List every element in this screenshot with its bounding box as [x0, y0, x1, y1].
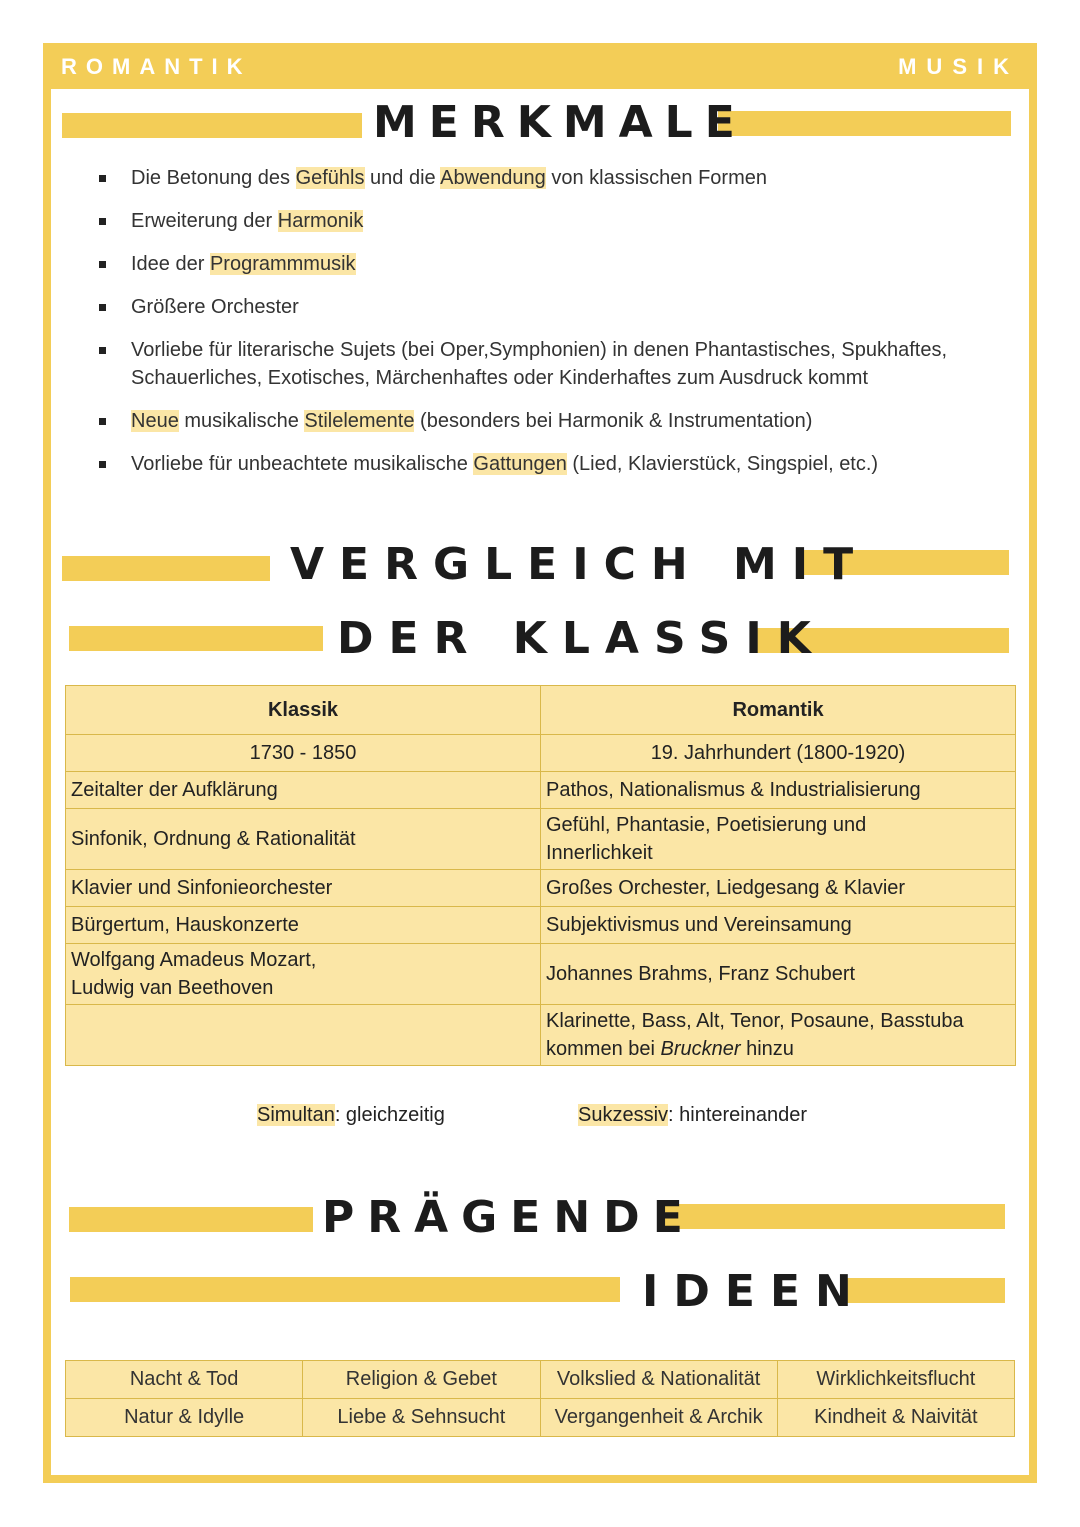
- table-cell: Pathos, Nationalismus & Industrialisierung: [541, 772, 1016, 809]
- table-cell: Vergangenheit & Archik: [540, 1399, 777, 1437]
- section-heading-merkmale: MERKMALE: [373, 97, 747, 148]
- bullet-icon: [99, 218, 106, 225]
- feature-list: [96, 164, 1026, 493]
- table-cell: Zeitalter der Aufklärung: [66, 772, 541, 809]
- bullet-icon: [99, 347, 106, 354]
- header-subject-right: MUSIK: [898, 54, 1019, 79]
- table-cell: Wolfgang Amadeus Mozart, Ludwig van Beethoven: [66, 944, 541, 1005]
- heading-bar: [62, 556, 270, 581]
- heading-bar: [662, 1204, 1005, 1229]
- table-cell: Subjektivismus und Vereinsamung: [541, 907, 1016, 944]
- column-header-klassik: Klassik: [66, 686, 541, 735]
- header-subject-left: ROMANTIK: [61, 54, 252, 79]
- table-row: [66, 870, 1016, 907]
- bullet-icon: [99, 261, 106, 268]
- table-cell: Nacht & Tod: [66, 1361, 303, 1399]
- section-heading-ideen: IDEEN: [642, 1266, 867, 1317]
- list-item: Neue musikalische Stilelemente (besonders bei Harmonik & Instrumentation): [96, 407, 1026, 435]
- table-row: [66, 944, 1016, 1005]
- comparison-table: [65, 685, 1016, 1066]
- table-cell: Wirklichkeitsflucht: [777, 1361, 1014, 1399]
- heading-bar: [845, 1278, 1005, 1303]
- table-row: [66, 772, 1016, 809]
- table-cell: 19. Jahrhundert (1800-1920): [541, 735, 1016, 772]
- section-heading-vergleich: VERGLEICH MIT: [290, 539, 869, 590]
- bullet-icon: [99, 304, 106, 311]
- list-item: Vorliebe für unbeachtete musikalische Gattungen (Lied, Klavierstück, Singspiel, etc.): [96, 450, 1026, 478]
- table-cell: Liebe & Sehnsucht: [303, 1399, 540, 1437]
- table-cell: Volkslied & Nationalität: [540, 1361, 777, 1399]
- table-row: [66, 735, 1016, 772]
- heading-bar: [718, 111, 1011, 136]
- table-cell: Johannes Brahms, Franz Schubert: [541, 944, 1016, 1005]
- definition-sukzessiv: Sukzessiv: hintereinander: [578, 1104, 808, 1126]
- table-cell: Kindheit & Naivität: [777, 1399, 1014, 1437]
- table-cell: Natur & Idylle: [66, 1399, 303, 1437]
- table-cell: Bürgertum, Hauskonzerte: [66, 907, 541, 944]
- table-row: [66, 1005, 1016, 1066]
- section-heading-praegende: PRÄGENDE: [322, 1192, 696, 1243]
- table-row: [66, 809, 1016, 870]
- list-item: Die Betonung des Gefühls und die Abwendung von klassischen Formen: [96, 164, 1026, 192]
- list-item: Idee der Programmmusik: [96, 250, 1026, 278]
- table-cell: 1730 - 1850: [66, 735, 541, 772]
- table-cell: Klavier und Sinfonieorchester: [66, 870, 541, 907]
- table-row: [66, 686, 1016, 735]
- table-cell-empty: [66, 1005, 541, 1066]
- table-row: [66, 1361, 1015, 1399]
- column-header-romantik: Romantik: [541, 686, 1016, 735]
- heading-bar: [69, 626, 323, 651]
- table-row: [66, 1399, 1015, 1437]
- list-item: Erweiterung der Harmonik: [96, 207, 1026, 235]
- bullet-icon: [99, 175, 106, 182]
- table-row: [66, 907, 1016, 944]
- table-cell: Sinfonik, Ordnung & Rationalität: [66, 809, 541, 870]
- table-cell: Gefühl, Phantasie, Poetisierung und Innerlichkeit: [541, 809, 1016, 870]
- bullet-icon: [99, 418, 106, 425]
- table-cell: Klarinette, Bass, Alt, Tenor, Posaune, Basstuba kommen bei Bruckner hinzu: [541, 1005, 1016, 1066]
- section-heading-klassik: DER KLASSIK: [337, 613, 826, 664]
- heading-bar: [62, 113, 362, 138]
- table-cell: Religion & Gebet: [303, 1361, 540, 1399]
- list-item: Größere Orchester: [96, 293, 1026, 321]
- heading-bar: [70, 1277, 620, 1302]
- table-cell: Großes Orchester, Liedgesang & Klavier: [541, 870, 1016, 907]
- definition-simultan: Simultan: gleichzeitig: [257, 1104, 445, 1126]
- header-bar: [43, 43, 1037, 89]
- ideas-table: [65, 1360, 1015, 1437]
- bullet-icon: [99, 461, 106, 468]
- list-item: Vorliebe für literarische Sujets (bei Oper,Symphonien) in denen Phantastisches, Spukhaftes, Schauerliches, Exotisches, Märchenhaftes oder Kinderhaftes zum Ausdruck kommt: [96, 336, 1026, 392]
- heading-bar: [69, 1207, 313, 1232]
